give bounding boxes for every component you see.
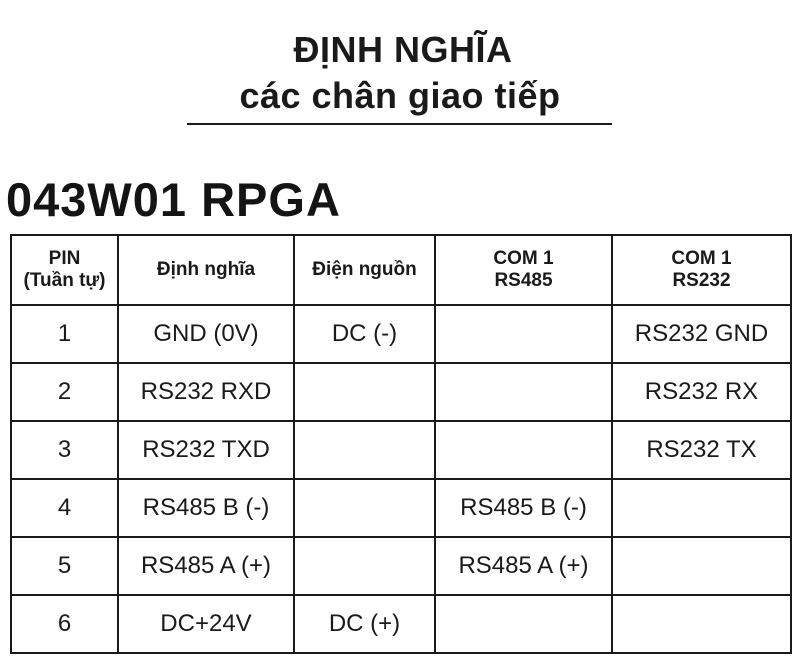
cell-pin: 4	[11, 479, 118, 537]
cell-power	[294, 363, 435, 421]
header-pin	[11, 235, 118, 305]
cell-power	[294, 421, 435, 479]
cell-power: DC (-)	[294, 305, 435, 363]
cell-pin: 1	[11, 305, 118, 363]
header-rs485-line1: COM 1	[493, 248, 554, 269]
cell-rs232	[612, 595, 791, 653]
cell-definition: RS485 B (-)	[118, 479, 294, 537]
pin-definition-table	[10, 234, 792, 654]
header-rs485-line2: RS485	[494, 270, 553, 291]
cell-rs232: RS232 RX	[612, 363, 791, 421]
model-name: 043W01 RPGA	[6, 173, 341, 226]
cell-rs485	[435, 305, 612, 363]
header-power-label: Điện nguồn	[312, 259, 417, 280]
cell-rs485	[435, 595, 612, 653]
title-line-1: ĐỊNH NGHĨA	[293, 29, 513, 70]
cell-rs232	[612, 537, 791, 595]
cell-pin: 3	[11, 421, 118, 479]
table-row	[11, 537, 791, 595]
cell-rs485	[435, 363, 612, 421]
table-row	[11, 363, 791, 421]
cell-definition: GND (0V)	[118, 305, 294, 363]
table-header-row	[11, 235, 791, 305]
cell-definition: RS232 RXD	[118, 363, 294, 421]
title-line-2: các chân giao tiếp	[239, 75, 561, 116]
header-definition	[118, 235, 294, 305]
cell-rs232	[612, 479, 791, 537]
table-row	[11, 421, 791, 479]
cell-power	[294, 537, 435, 595]
cell-rs485: RS485 B (-)	[435, 479, 612, 537]
table-row	[11, 595, 791, 653]
cell-rs485: RS485 A (+)	[435, 537, 612, 595]
header-pin-line1: PIN	[48, 248, 81, 269]
cell-pin: 5	[11, 537, 118, 595]
header-com1-rs232	[612, 235, 791, 305]
header-definition-label: Định nghĩa	[156, 259, 256, 280]
cell-pin: 2	[11, 363, 118, 421]
cell-rs232: RS232 GND	[612, 305, 791, 363]
cell-power: DC (+)	[294, 595, 435, 653]
cell-definition: RS485 A (+)	[118, 537, 294, 595]
cell-power	[294, 479, 435, 537]
header-com1-rs485	[435, 235, 612, 305]
cell-definition: RS232 TXD	[118, 421, 294, 479]
cell-definition: DC+24V	[118, 595, 294, 653]
table-row	[11, 305, 791, 363]
cell-rs232: RS232 TX	[612, 421, 791, 479]
page-title	[0, 28, 800, 118]
header-power	[294, 235, 435, 305]
cell-pin: 6	[11, 595, 118, 653]
header-rs232-line2: RS232	[672, 270, 731, 291]
title-underline	[187, 123, 612, 125]
header-rs232-line1: COM 1	[671, 248, 732, 269]
header-pin-line2: (Tuần tự)	[23, 270, 106, 291]
cell-rs485	[435, 421, 612, 479]
table-row	[11, 479, 791, 537]
